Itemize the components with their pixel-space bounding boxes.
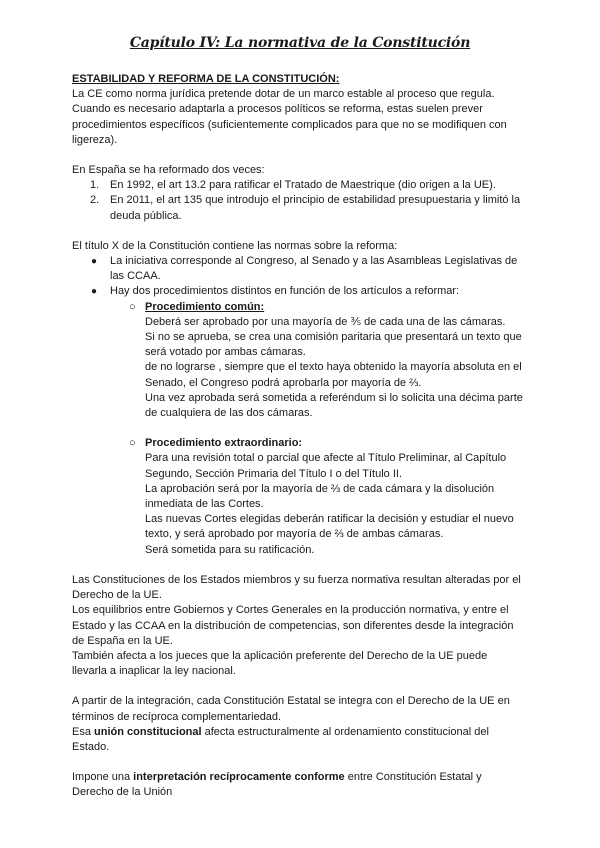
paragraph-line: Derecho de la Unión <box>72 786 173 799</box>
list-item-line: En 1992, el art 13.2 para ratificar el Tratado de Maestrique (dio origen a la UE). <box>110 179 496 192</box>
procedure-line: Las nuevas Cortes elegidas deberán ratificar la decisión y estudiar el nuevo <box>145 513 514 526</box>
procedure-line: Deberá ser aprobado por una mayoría de ⅗ de cada una de las cámaras. <box>145 315 506 328</box>
reforms-intro: En España se ha reformado dos veces: <box>72 164 265 177</box>
list-item <box>72 178 532 193</box>
procedure-line: Segundo, Sección Primaria del Título I o del Título II. <box>145 467 403 480</box>
list-number: 2. <box>90 194 100 207</box>
paragraph-line: ligereza). <box>72 133 118 146</box>
paragraph-line: procedimientos específicos (suficientemente complicados para que no se modifiquen con <box>72 118 507 131</box>
bold-term: unión constitucional <box>94 725 202 738</box>
bullet-item <box>72 284 532 299</box>
procedure-line: será votado por ambas cámaras. <box>145 346 306 359</box>
circle-bullet-icon: ○ <box>129 300 136 313</box>
bullet-icon: ● <box>91 256 98 268</box>
paragraph-line: Los equilibrios entre Gobiernos y Cortes Generales en la producción normativa, y entre el <box>72 604 509 617</box>
bullet-icon: ● <box>91 286 98 298</box>
procedure-line: La aprobación será por la mayoría de ⅔ de cada cámara y la disolución <box>145 482 495 495</box>
paragraph-line: También afecta a los jueces que la aplicación preferente del Derecho de la UE puede <box>72 649 488 662</box>
bullet-line: las CCAA. <box>110 270 161 283</box>
paragraph-line <box>72 725 532 740</box>
list-item-line: deuda pública. <box>110 209 182 222</box>
procedure-item <box>72 436 532 558</box>
text-run: entre Constitución Estatal y <box>344 771 482 784</box>
procedure-line: Si no se aprueba, se crea una comisión paritaria que presentará un texto que <box>145 331 522 344</box>
procedure-title: Procedimiento común: <box>145 300 265 313</box>
paragraph-line <box>72 770 532 785</box>
list-item-line: En 2011, el art 135 que introdujo el principio de estabilidad presupuestaria y limitó la <box>110 194 521 207</box>
procedure-line: Una vez aprobada será sometida a referéndum si lo solicita una décima parte <box>145 391 523 404</box>
paragraph-line: Cuando es necesario adaptarla a procesos políticos se reforma, estas suelen prever <box>72 103 483 116</box>
list-item <box>72 193 532 223</box>
paragraph-line: La CE como norma jurídica pretende dotar de un marco estable al proceso que regula. <box>72 88 495 101</box>
text-run: afecta estructuralmente al ordenamiento constitucional del <box>201 725 489 738</box>
paragraph-line: Derecho de la UE. <box>72 589 162 602</box>
bullet-item <box>72 254 532 284</box>
paragraph-line: Estado y las CCAA en la distribución de competencias, son diferentes desde la integración <box>72 619 514 632</box>
bullet-line: Hay dos procedimientos distintos en función de los artículos a reformar: <box>110 285 460 298</box>
document-body <box>72 72 532 801</box>
paragraph-line: A partir de la integración, cada Constitución Estatal se integra con el Derecho de la UE en <box>72 695 510 708</box>
list-number: 1. <box>90 179 100 192</box>
procedure-line: de no lograrse , siempre que el texto haya obtenido la mayoría absoluta en el <box>145 361 522 374</box>
procedure-line: Senado, el Congreso podrá aprobarla por mayoría de ⅔. <box>145 376 422 389</box>
paragraph-line: Estado. <box>72 740 110 753</box>
procedure-line: Será sometida para su ratificación. <box>145 543 315 556</box>
titulo-x-intro: El título X de la Constitución contiene las normas sobre la reforma: <box>72 239 398 252</box>
section-heading: ESTABILIDAD Y REFORMA DE LA CONSTITUCIÓN: <box>72 73 340 85</box>
procedure-line: de cualquiera de las dos cámaras. <box>145 407 313 420</box>
paragraph-line: Las Constituciones de los Estados miembros y su fuerza normativa resultan alteradas por el <box>72 573 521 586</box>
bold-term: interpretación recíprocamente conforme <box>133 771 345 784</box>
bullet-line: La iniciativa corresponde al Congreso, al Senado y a las Asambleas Legislativas de <box>110 255 518 268</box>
text-run: Impone una <box>72 771 134 784</box>
procedure-item <box>72 300 532 422</box>
paragraph-line: términos de recíproca complementariedad. <box>72 710 282 723</box>
text-run: Esa <box>72 725 95 738</box>
procedure-title: Procedimiento extraordinario: <box>145 437 303 450</box>
paragraph-line: llevarla a inaplicar la ley nacional. <box>72 665 236 678</box>
procedure-line: texto, y será aprobado por mayoría de ⅔ de ambas cámaras. <box>145 528 444 541</box>
page-title: Capítulo IV: La normativa de la Constitución <box>129 35 471 51</box>
procedure-line: Para una revisión total o parcial que afecte al Título Preliminar, al Capítulo <box>145 452 507 465</box>
circle-bullet-icon: ○ <box>129 437 136 450</box>
paragraph-line: de España en la UE. <box>72 634 173 647</box>
procedure-line: inmediata de las Cortes. <box>145 498 264 511</box>
